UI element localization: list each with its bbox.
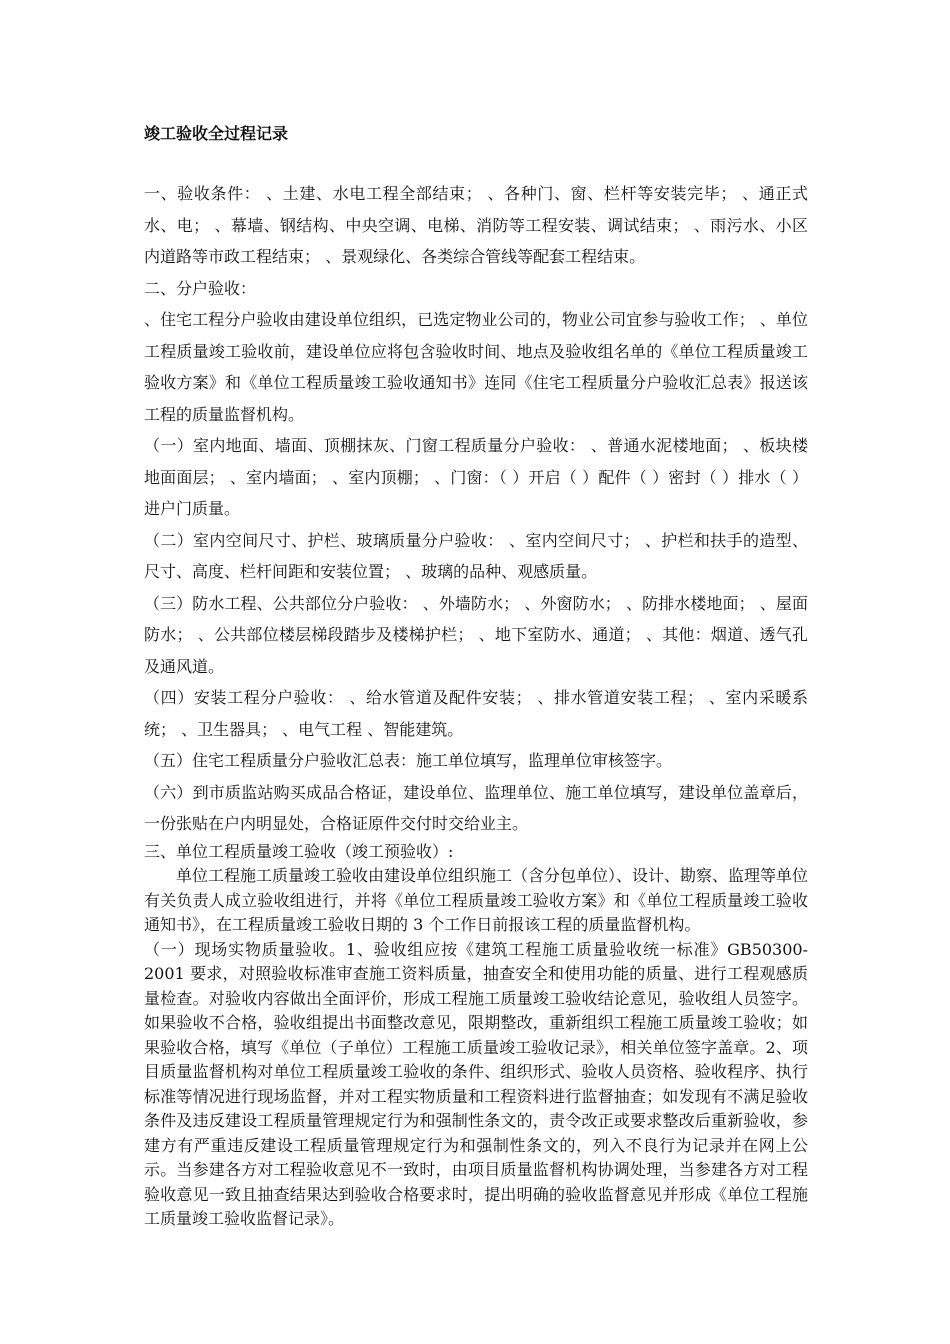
section-part-2 <box>144 840 808 1232</box>
heading-household-acceptance: 二、分户验收： <box>144 278 257 298</box>
document-body <box>144 178 808 1232</box>
heading-unit-acceptance: 三、单位工程质量竣工验收（竣工预验收）: <box>144 841 454 861</box>
document-title: 竣工验收全过程记录 <box>144 124 289 143</box>
paragraph-acceptance-conditions: 一、验收条件： 、土建、水电工程全部结束； 、各种门、窗、栏杆等安装完毕； 、通正式水、电； 、幕墙、钢结构、中央空调、电梯、消防等工程安装、调试结束； 、雨污水、小区内道路等市政工程结束； 、景观绿化、各类综合管线等配套工程结束。 <box>144 184 808 266</box>
section-part-1 <box>144 178 808 840</box>
paragraph-household-organization: 、住宅工程分户验收由建设单位组织，已选定物业公司的，物业公司宜参与验收工作； 、单位工程质量竣工验收前，建设单位应将包含验收时间、地点及验收组名单的《单位工程质量竣工验收方案》和《单位工程质量竣工验收通知书》连同《住宅工程质量分户验收汇总表》报送该工程的质量监督机构。 <box>144 310 808 424</box>
paragraph-item-1: （一）室内地面、墙面、顶棚抹灰、门窗工程质量分户验收： 、普通水泥楼地面； 、板块楼地面面层； 、室内墙面； 、室内顶棚； 、门窗：（ ）开启（ ）配件（ ）密封（ ）排水（ ）进户门质量。 <box>144 436 808 518</box>
paragraph-item-5: （五）住宅工程质量分户验收汇总表：施工单位填写，监理单位审核签字。 <box>144 751 673 770</box>
paragraph-unit-acceptance-intro: 单位工程施工质量竣工验收由建设单位组织施工（含分包单位）、设计、勘察、监理等单位有关负责人成立验收组进行，并将《单位工程质量竣工验收方案》和《单位工程质量竣工验收通知书》，在工程质量竣工验收日期的 3 个工作日前报该工程的质量监督机构。 <box>144 866 809 934</box>
paragraph-item-2: （二）室内空间尺寸、护栏、玻璃质量分户验收： 、室内空间尺寸； 、护栏和扶手的造型、尺寸、高度、栏杆间距和安装位置； 、玻璃的品种、观感质量。 <box>144 530 808 581</box>
paragraph-onsite-quality: （一）现场实物质量验收。1、验收组应按《建筑工程施工质量验收统一标准》GB50300-2001 要求，对照验收标准审查施工资料质量，抽查安全和使用功能的质量、进行工程观感质量检查。对验收内容做出全面评价，形成工程施工质量竣工验收结论意见，验收组人员签字。如果验收不合格，验收组提出书面整改意见，限期整改，重新组织工程施工质量竣工验收；如果验收合格，填写《单位（子单位）工程施工质量竣工验收记录》，相关单位签字盖章。2、项目质量监督机构对单位工程质量竣工验收的条件、组织形式、验收人员资格、验收程序、执行标准等情况进行现场监督，并对工程实物质量和工程资料进行监督抽查；如发现有不满足验收条件及违反建设工程质量管理规定行为和强制性条文的，责令改正或要求整改后重新验收，参建方有严重违反建设工程质量管理规定行为和强制性条文的，列入不良行为记录并在网上公示。当参建各方对工程验收意见不一致时，由项目质量监督机构协调处理，当参建各方对工程验收意见一致且抽查结果达到验收合格要求时，提出明确的验收监督意见并形成《单位工程施工质量竣工验收监督记录》。 <box>144 939 808 1228</box>
paragraph-item-4: （四）安装工程分户验收： 、给水管道及配件安装； 、排水管道安装工程； 、室内采暖系统； 、卫生器具； 、电气工程 、智能建筑。 <box>144 688 808 739</box>
paragraph-item-6: （六）到市质监站购买成品合格证，建设单位、监理单位、施工单位填写，建设单位盖章后，一份张贴在户内明显处，合格证原件交付时交给业主。 <box>144 782 808 833</box>
paragraph-item-3: （三）防水工程、公共部位分户验收： 、外墙防水； 、外窗防水； 、防排水楼地面； 、屋面防水； 、公共部位楼层梯段踏步及楼梯护栏； 、地下室防水、通道； 、其他：烟道、透气孔及通风道。 <box>144 593 808 676</box>
